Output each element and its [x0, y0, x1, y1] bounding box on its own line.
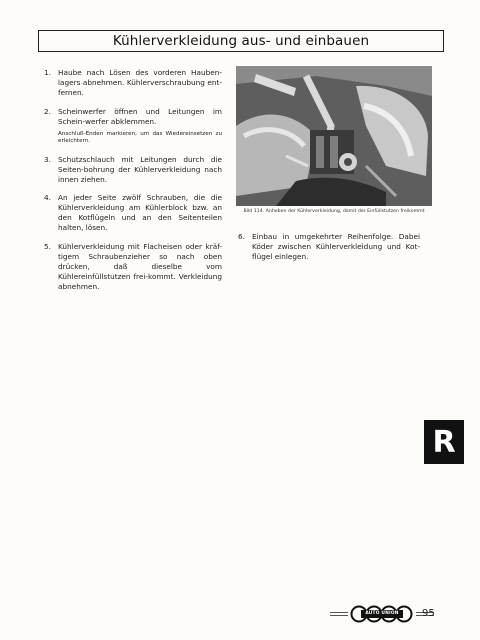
- instruction-list-left: [44, 68, 222, 301]
- list-item: [44, 155, 222, 185]
- page-title: Kühlerverkleidung aus- und einbauen: [112, 33, 370, 49]
- step-number: 4.: [44, 193, 51, 203]
- figure-caption: Bild 114. Anheben der Kühlerverkleidung, damit der Einfüllstutzen freikommt: [243, 209, 425, 214]
- step-text: An jeder Seite zwölf Schrauben, die die Kühlerverkleidung am Kühlerblock bzw. an den Kotflügeln und an den Seitenteilen halten, lösen.: [58, 193, 222, 233]
- footer-rule: [330, 615, 348, 616]
- section-letter: R: [432, 424, 456, 460]
- page-number: 95: [422, 608, 435, 619]
- instruction-list-right: [238, 232, 420, 271]
- step-number: 2.: [44, 106, 51, 116]
- list-item: [44, 68, 222, 98]
- list-item: [44, 242, 222, 292]
- step-text: Einbau in umgekehrter Reihenfolge. Dabei Köder zwischen Kühlerverkleidung und Kot-flügel einlegen.: [252, 232, 420, 261]
- step-number: 3.: [44, 154, 51, 164]
- step-text: Haube nach Lösen des vorderen Hauben-lagers abnehmen. Kühlerverschraubung ent-fernen.: [58, 68, 222, 97]
- step-text: Kühlerverkleidung mit Flacheisen oder kräf-tigem Schraubenzieher so nach oben drücken, daß dieselbe vom Kühlereinfüllstutzen frei-kommt. Verkleidung abnehmen.: [58, 242, 222, 291]
- step-text: Schutzschlauch mit Leitungen durch die Seiten-bohrung der Kühlerverkleidung nach innen ziehen.: [58, 154, 222, 184]
- step-number: 6.: [238, 232, 245, 241]
- logo-text: AUTO UNION: [361, 610, 403, 618]
- step-number: 1.: [44, 68, 51, 77]
- step-body: [58, 107, 222, 146]
- footer-rule: [330, 612, 348, 613]
- step-text: Scheinwerfer öffnen und Leitungen im Schein-werfer abklemmen.: [58, 106, 222, 126]
- engine-photo: [236, 66, 432, 206]
- step-note: Anschluß-Enden markieren, um das Wiedereinsetzen zu erleichtern.: [58, 130, 222, 145]
- section-tab: [424, 420, 464, 464]
- footer: [330, 602, 450, 626]
- list-item: [44, 107, 222, 146]
- step-number: 5.: [44, 242, 51, 252]
- title-box: [38, 30, 444, 52]
- list-item: [238, 232, 420, 262]
- engine-photo-drawing: [236, 66, 432, 206]
- list-item: [44, 193, 222, 233]
